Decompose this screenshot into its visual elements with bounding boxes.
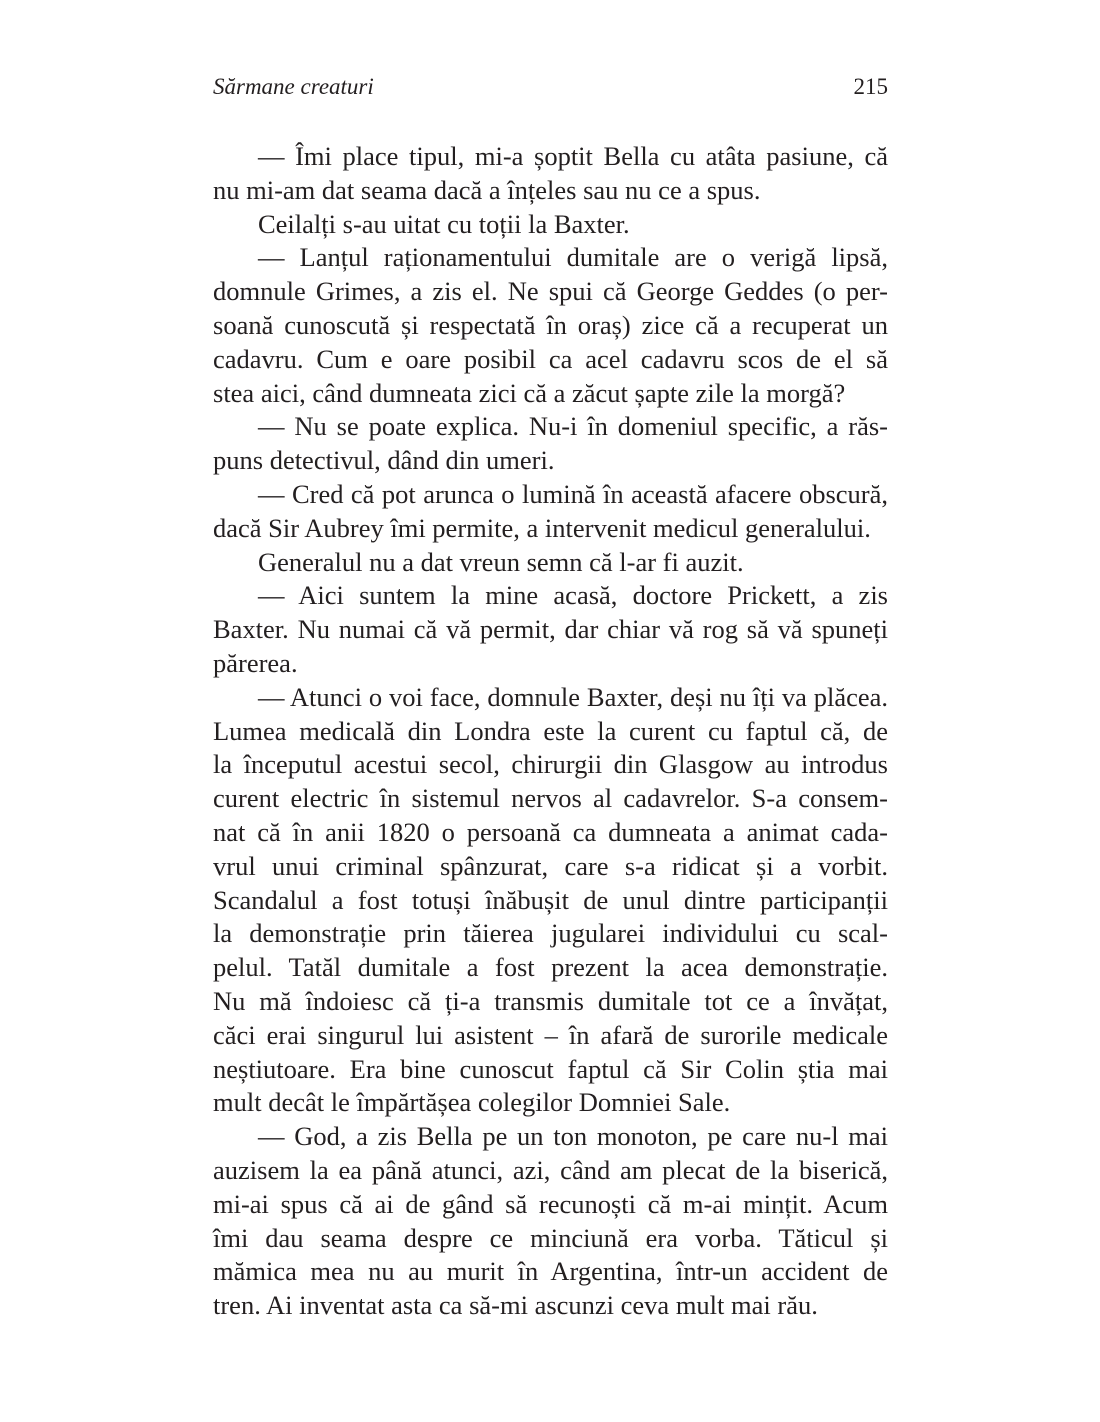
text-line: părerea. (213, 647, 298, 678)
text-line: nat că în anii 1820 o persoană ca dumneata a animat cada- (213, 816, 888, 847)
text-line: cadavru. Cum e oare posibil ca acel cadavru scos de el să (213, 343, 888, 374)
text-line: la începutul acestui secol, chirurgii din Glasgow au introdus (213, 749, 888, 780)
text-line: — Nu se poate explica. Nu-i în domeniul specific, a răs- (258, 411, 888, 442)
text-line: mămica mea nu au murit în Argentina, într-un accident de (213, 1256, 888, 1287)
text-line: neștiutoare. Era bine cunoscut faptul că Sir Colin știa mai (213, 1053, 888, 1084)
text-line: dacă Sir Aubrey îmi permite, a intervenit medicul generalului. (213, 512, 871, 543)
text-line: puns detectivul, dând din umeri. (213, 445, 555, 476)
text-line: Generalul nu a dat vreun semn că l-ar fi auzit. (258, 546, 744, 577)
text-line: căci erai singurul lui asistent – în afară de surorile medicale (213, 1019, 888, 1050)
text-line: — Atunci o voi face, domnule Baxter, deși nu îți va plăcea. (258, 681, 888, 712)
text-line: vrul unui criminal spânzurat, care s-a ridicat și a vorbit. (213, 850, 888, 881)
running-title: Sărmane creaturi (213, 74, 374, 99)
text-line: nu mi-am dat seama dacă a înțeles sau nu ce a spus. (213, 174, 761, 205)
text-line: tren. Ai inventat asta ca să-mi ascunzi ceva mult mai rău. (213, 1290, 818, 1321)
text-line: — Lanțul raționamentului dumitale are o verigă lipsă, (258, 242, 888, 273)
text-line: curent electric în sistemul nervos al cadavrelor. S-a consem- (213, 783, 888, 814)
text-line: Scandalul a fost totuși înăbușit de unul dintre participanții (213, 884, 888, 915)
paragraph (213, 579, 888, 680)
text-line: Lumea medicală din Londra este la curent cu faptul că, de (213, 715, 888, 746)
text-line: — Îmi place tipul, mi-a șoptit Bella cu atâta pasiune, că (258, 141, 888, 171)
text-line: — Aici suntem la mine acasă, doctore Prickett, a zis (258, 580, 888, 611)
paragraph (213, 140, 888, 208)
text-line: Ceilalți s-au uitat cu toții la Baxter. (258, 208, 630, 239)
body-text (213, 140, 888, 1323)
text-line: îmi dau seama despre ce minciună era vorba. Tăticul și (213, 1222, 888, 1253)
text-line: auzisem la ea până atunci, azi, când am plecat de la biserică, (213, 1154, 888, 1185)
paragraph (213, 241, 888, 410)
paragraph (213, 208, 888, 242)
text-line: mi-ai spus că ai de gând să recunoști că m-ai mințit. Acum (213, 1188, 888, 1219)
paragraph (213, 410, 888, 478)
paragraph (213, 478, 888, 546)
text-line: mult decât le împărtășea colegilor Domniei Sale. (213, 1087, 731, 1118)
text-line: stea aici, când dumneata zici că a zăcut șapte zile la morgă? (213, 377, 846, 408)
paragraph (213, 1120, 888, 1323)
text-line: Nu mă îndoiesc că ți-a transmis dumitale tot ce a învățat, (213, 985, 888, 1016)
paragraph (213, 681, 888, 1120)
text-line: soană cunoscută și respectată în oraș) zice că a recuperat un (213, 309, 888, 340)
text-line: Baxter. Nu numai că vă permit, dar chiar vă rog să vă spuneți (213, 614, 888, 645)
text-line: — God, a zis Bella pe un ton monoton, pe care nu-l mai (258, 1121, 888, 1152)
paragraph (213, 546, 888, 580)
page-number: 215 (853, 74, 888, 99)
text-line: domnule Grimes, a zis el. Ne spui că George Geddes (o per- (213, 276, 888, 307)
text-line: la demonstrație prin tăierea jugularei individului cu scal- (213, 918, 888, 949)
text-line: pelul. Tatăl dumitale a fost prezent la acea demonstrație. (213, 952, 888, 983)
text-line: — Cred că pot arunca o lumină în această afacere obscură, (258, 478, 888, 509)
